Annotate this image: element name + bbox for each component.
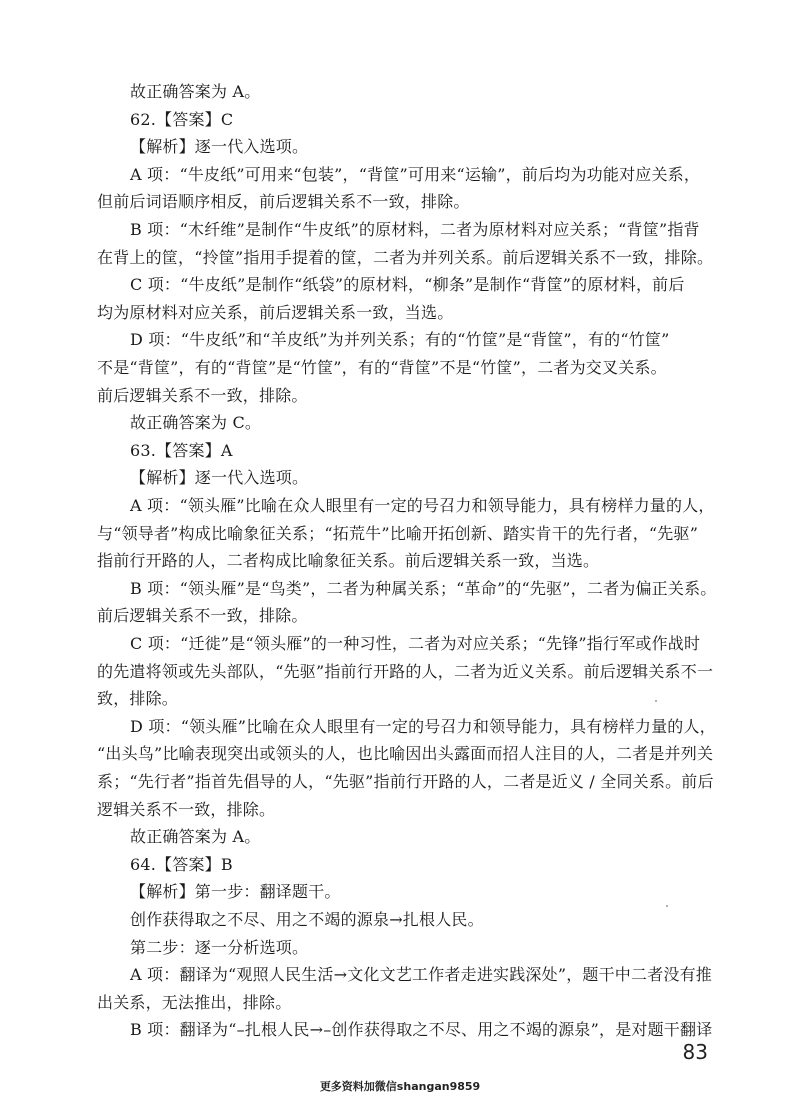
answer-heading: 63.【答案】A [130, 441, 233, 460]
answer-heading: 62.【答案】C [130, 110, 234, 129]
text-line: 逻辑关系不一致，排除。 [97, 800, 276, 819]
text-line: 故正确答案为 A。 [130, 827, 261, 846]
text-line: 致，排除。 [97, 689, 179, 708]
text-line: B 项：“领头雁”是“鸟类”，二者为种属关系；“革命”的“先驱”，二者为偏正关系。 [130, 579, 717, 598]
text-line: D 项：“领头雁”比喻在众人眼里有一定的号召力和领导能力，具有榜样力量的人， [130, 717, 716, 736]
scan-speck [666, 905, 668, 907]
text-line: 故正确答案为 A。 [130, 82, 261, 101]
text-line: 但前后词语顺序相反，前后逻辑关系不一致，排除。 [97, 192, 470, 211]
text-line: A 项：“牛皮纸”可用来“包装”，“背筐”可用来“运输”，前后均为功能对应关系， [130, 165, 701, 184]
answer-heading: 64.【答案】B [130, 855, 233, 874]
text-line: B 项：翻译为“–扎根人民→–创作获得取之不尽、用之不竭的源泉”，是对题干翻译 [130, 1020, 713, 1039]
page-number: 83 [682, 1040, 708, 1064]
text-line: A 项：“领头雁”比喻在众人眼里有一定的号召力和领导能力，具有榜样力量的人， [130, 496, 715, 515]
scan-speck [655, 700, 657, 702]
text-line: 的先遣将领或先头部队，“先驱”指前行开路的人，二者为近义关系。前后逻辑关系不一 [97, 662, 714, 681]
text-line: 创作获得取之不尽、用之不竭的源泉→扎根人民。 [130, 910, 484, 929]
text-line: 指前行开路的人，二者构成比喻象征关系。前后逻辑关系一致，当选。 [97, 551, 600, 570]
text-line: 系；“先行者”指首先倡导的人，“先驱”指前行开路的人，二者是近义 / 全同关系。前后 [97, 772, 714, 791]
text-line: 在背上的筐，“拎筐”指用手提着的筐，二者为并列关系。前后逻辑关系不一致，排除。 [97, 248, 714, 267]
text-line: 【解析】逐一代入选项。 [130, 137, 309, 156]
text-line: 均为原材料对应关系，前后逻辑关系一致，当选。 [97, 303, 454, 322]
text-line: 第二步：逐一分析选项。 [130, 938, 309, 957]
text-line: 前后逻辑关系不一致，排除。 [97, 606, 308, 625]
text-line: “出头鸟”比喻表现突出或领头的人，也比喻因出头露面而招人注目的人，二者是并列关 [97, 744, 714, 763]
text-line: 前后逻辑关系不一致，排除。 [97, 386, 308, 405]
text-line: 【解析】逐一代入选项。 [130, 468, 309, 487]
footer-note: 更多资料加微信shangan9859 [319, 1080, 481, 1093]
text-line: B 项：“木纤维”是制作“牛皮纸”的原材料，二者为原材料对应关系；“背筐”指背 [130, 220, 700, 239]
text-line: 不是“背筐”，有的“背筐”是“竹筐”，有的“背筐”不是“竹筐”，二者为交叉关系。 [97, 358, 667, 377]
text-line: 出关系，无法推出，排除。 [97, 993, 292, 1012]
text-line: 与“领导者”构成比喻象征关系；“拓荒牛”比喻开拓创新、踏实肯干的先行者，“先驱” [97, 524, 699, 543]
text-line: D 项：“牛皮纸”和“羊皮纸”为并列关系；有的“竹筐”是“背筐”，有的“竹筐” [130, 330, 670, 349]
text-line: 故正确答案为 C。 [130, 413, 262, 432]
text-line: A 项：翻译为“观照人民生活→文化文艺工作者走进实践深处”，题干中二者没有推 [130, 965, 713, 984]
text-line: C 项：“迁徙”是“领头雁”的一种习性，二者为对应关系；“先锋”指行军或作战时 [130, 634, 701, 653]
text-line: 【解析】第一步：翻译题干。 [130, 882, 341, 901]
text-line: C 项：“牛皮纸”是制作“纸袋”的原材料，“柳条”是制作“背筐”的原材料，前后 [130, 275, 685, 294]
